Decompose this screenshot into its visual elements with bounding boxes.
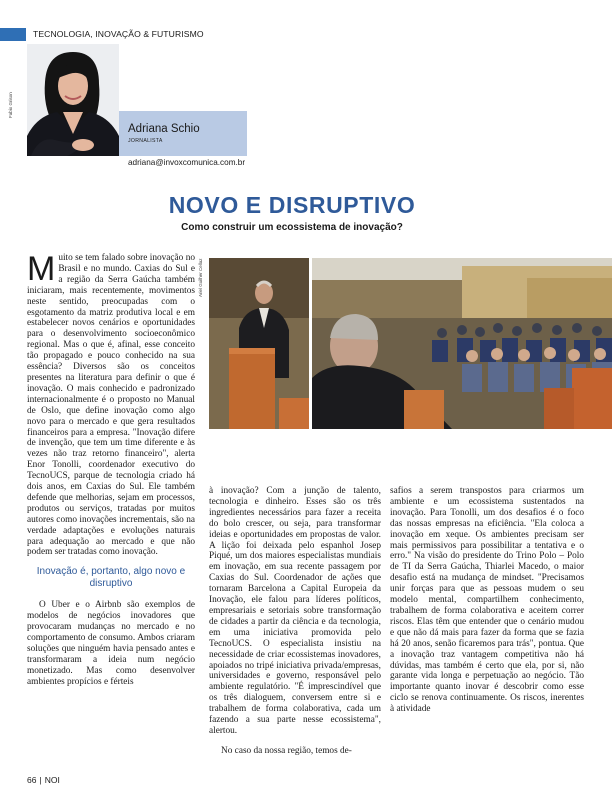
author-portrait-image <box>27 44 119 156</box>
author-name: Adriana Schio <box>128 123 200 135</box>
author-photo <box>27 44 119 156</box>
article-column-3 <box>390 486 584 715</box>
audience-image <box>312 258 612 429</box>
article-paragraph: à inovação? Com a junção de talento, tecnologia e dinheiro. Esses são os três ingredientes necessários para fazer a receita do bolo crescer, ou seja, para transformar ideias e oportunidades em propostas de valor. A lição foi deixada pelo espanhol Josep Piqué, um dos maiores especialistas mundiais em inovação, em sua recente passagem por Caxias do Sul. Coordenador de ações que tornaram Barcelona a Capital Europeia da Inovação, ele falou para líderes políticos, empresariais e setoriais sobre transformação de cidades a partir da ciência e da tecnologia, em uma iniciativa promovida pelo TecnoUCS. O especialista insistiu na necessidade de criar ecossistemas inovadores, apoiados no tripé iniciativa privada/empresas, universidades e governo, responsável pelo ambiente regulatório. "É imprescindível que os três dialoguem, conversem entre si e trabalhem de forma colaborativa, cada um fazendo a sua parte nesse ecossistema", alertou. <box>209 486 381 736</box>
drop-cap: M <box>27 250 56 288</box>
paragraph-text: uito se tem falado sobre inovação no Brasil e no mundo. Caxias do Sul e a região da Serra Gaúcha também iniciaram, mais recentemente, movimentos neste sentido, preocupadas com o esgotamento da matriz produtiva local e em estabelecer novos cenários e oportunidades para o desenvolvimento socioeconômico regional. Mas o que é, afinal, esse conceito tão propagado e pouco conhecido na sua essência? Diversos são os conceitos presentes na literatura para definir o que é inovação. O mais conhecido e padronizado internacionalmente é o proposto no Manual de Oslo, que define inovação como algo novo para o mercado e que gera resultados financeiros para a empresa. "Inovação difere de invenção, que tem um time diferente e às vezes não traz retorno financeiro", alerta Enor Tonolli, coordenador executivo do TecnoUCS, parque de tecnologia criado há dois anos, em Caxias do Sul. Ele também defende que melhorias, sejam em processos, produtos ou serviços, tratadas por muitos autores como inovações incrementais, são na verdade adaptações e evoluções naturais para adequação ao mercado e que não podem ser tratadas como inovação. <box>27 253 195 558</box>
author-photo-credit: Fabio Grison <box>8 92 13 118</box>
section-color-bar <box>0 28 26 41</box>
audience-photo <box>312 258 612 429</box>
footer-separator: | <box>39 775 42 785</box>
speaker-photo <box>209 258 309 429</box>
article-paragraph: O Uber e o Airbnb são exemplos de modelos de negócios inovadores que provocaram mudanças no mercado e no comportamento de consumo. Ambos criaram soluções que ninguém havia pensado antes e transformaram a ideia num negócio monetizado. Mas como desenvolver ambientes propícios e férteis <box>27 600 195 687</box>
event-photo-credit: Ariel Guilher Cellaz <box>198 258 203 297</box>
magazine-name: NOI <box>44 775 60 785</box>
article-subtitle: Como construir um ecossistema de inovação? <box>181 222 403 233</box>
page-footer <box>27 775 60 785</box>
article-paragraph: safios a serem transpostos para criarmos um ambiente e um ecossistema sustentados na inovação. Para Tonolli, um dos desafios é o foco das nossas empresas na eficiência. "Ela coloca a inovação em xeque. Os ambientes precisam ser mais permissivos para possibilitar a tentativa e o erro." Na visão do presidente do Trino Polo – Polo de TI da Serra Gaúcha, Thiarlei Macedo, o maior desafio está na mudança de mindset. "Precisamos unir forças para que as pessoas mudem o seu modelo mental, compartilhem conhecimento, trabalhem de forma colaborativa e aceitem correr riscos. Elas têm que entender que o cenário mudou e que não dá mais para fazer da forma que se fazia há 20 anos, senão ficaremos para trás", pontua. Que a inovação traz vantagem competitiva não há dúvidas, mas também é certo que ela, por si, não garante vida longa e perpetuação ao negócio. Tão importante quanto inovar é descobrir como esse ciclo se renova continuamente. Os riscos, inerentes à atividade <box>390 486 584 715</box>
article-title: NOVO E DISRUPTIVO <box>168 192 416 218</box>
speaker-image <box>209 258 309 429</box>
author-info-box <box>119 111 247 156</box>
article-column-1 <box>27 250 195 688</box>
author-role: JORNALISTA <box>128 138 163 144</box>
article-paragraph: No caso da nossa região, temos de- <box>221 745 352 756</box>
article-subhead: Inovação é, portanto, algo novo e disruptivo <box>36 566 186 590</box>
author-email[interactable]: adriana@invoxcomunica.com.br <box>128 158 246 167</box>
section-label: TECNOLOGIA, INOVAÇÃO & FUTURISMO <box>33 29 204 39</box>
page-number: 66 <box>27 775 37 785</box>
article-paragraph <box>27 250 195 558</box>
article-column-2 <box>209 486 381 757</box>
